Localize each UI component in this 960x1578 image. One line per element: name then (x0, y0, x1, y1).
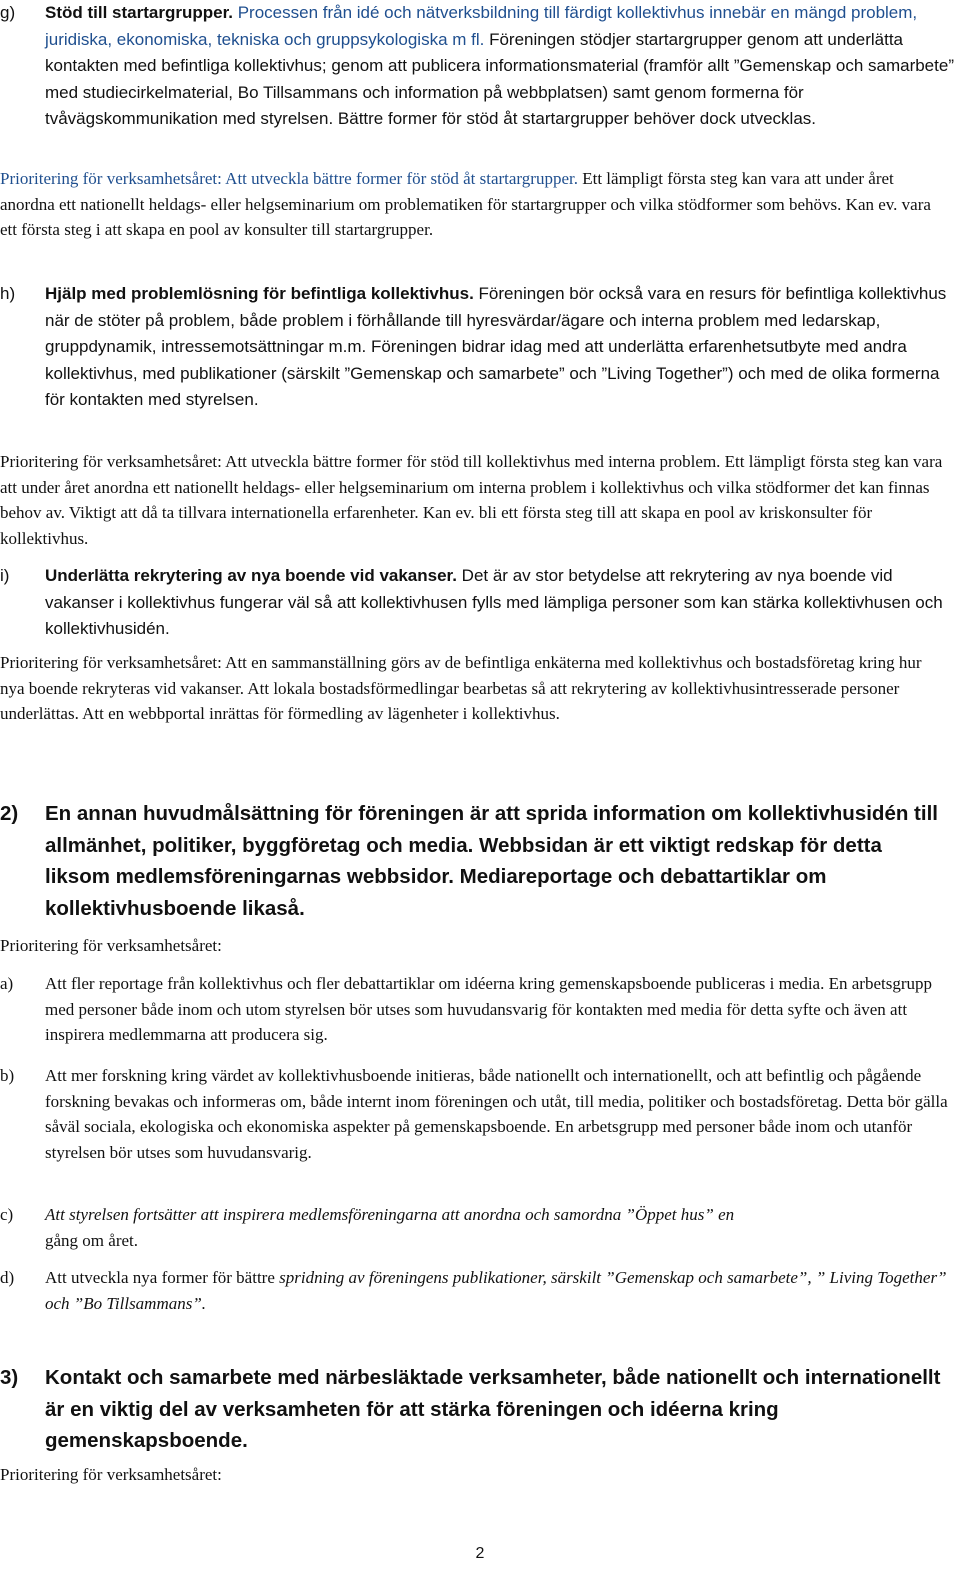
item-body (45, 281, 956, 414)
priority-label-3: Prioritering för verksamhetsåret: (0, 1465, 222, 1484)
goal-2-item-b (0, 1063, 952, 1165)
priority-paragraph-g (0, 166, 948, 243)
item-title: Hjälp med problemlösning för befintliga kollektivhus. (45, 284, 474, 303)
item-body (45, 1202, 952, 1253)
item-text: Att mer forskning kring värdet av kollektivhusboende initieras, både nationellt och internationellt, och att befintlig och pågående forskning bevakas och informeras om, både internt inom föreningen och utåt, till media, politiker och bostadsföretag. Detta bör gälla såväl sociala, ekologiska och ekonomiska aspekter på gemenskapsboende. En arbetsgrupp med personer både inom och utanför styrelsen bör utses som huvudansvarig. (45, 1066, 948, 1162)
item-marker: b) (0, 1066, 15, 1085)
list-item-i (0, 563, 956, 643)
goal-marker: 3) (0, 1366, 19, 1389)
item-text-highlight: Processen från idé och nätverksbildning till färdigt kollektivhus innebär en mängd problem, juridiska, ekonomiska, tekniska och gruppsykologiska m fl. (45, 3, 918, 49)
priority-highlight: Prioritering för verksamhetsåret: Att utveckla bättre former för stöd åt startargrupper. (0, 169, 578, 188)
item-marker: d) (0, 1268, 15, 1287)
item-marker: a) (0, 974, 14, 993)
goal-2-item-a (0, 971, 952, 1048)
goal-text: Kontakt och samarbete med närbesläktade verksamheter, både nationellt och internationellt är en viktig del av verksamheten för att stärka föreningen och idéerna kring gemenskapsboende. (45, 1366, 941, 1452)
priority-text: Ett lämpligt första steg kan vara att under året anordna ett nationellt heldags- eller helgseminarium om problematiken för startargrupper och vilka stödformer som behövs. Kan ev. vara ett första steg i att skapa en pool av konsulter till startargrupper. (0, 169, 931, 239)
priority-label-2: Prioritering för verksamhetsåret: (0, 936, 222, 955)
item-text-italic: Att styrelsen fortsätter att inspirera medlemsföreningarna att anordna och samordna ”Öppet hus” en (45, 1205, 735, 1224)
item-text: Att fler reportage från kollektivhus och fler debattartiklar om idéerna kring gemenskapsboende publiceras i media. En arbetsgrupp med personer både inom och utom styrelsen bör utses som huvudansvarig för kontakten med media för detta syfte och även att inspirera medlemmarna att producera sig. (45, 974, 932, 1044)
item-title: Underlätta rekrytering av nya boende vid vakanser. (45, 566, 457, 585)
goal-marker: 2) (0, 802, 19, 825)
goal-2-item-c (0, 1202, 952, 1253)
item-marker: c) (0, 1205, 14, 1224)
item-text: Det är av stor betydelse att rekrytering av nya boende vid vakanser i kollektivhus fungerar väl så att kollektivhusen fylls med lämpliga personer som kan stärka kollektivhusen och kollektivhusidén. (45, 566, 943, 638)
list-item-g (0, 0, 956, 133)
item-text: Att utveckla nya former för bättre (45, 1268, 280, 1287)
priority-text: Prioritering för verksamhetsåret: Att en sammanställning görs av de befintliga enkäterna med kollektivhus och bostadsföretag kring hur nya boende rekryteras vid vakanser. Att lokala bostadsförmedlingar bearbetas så att rekrytering av kollektivhusintresserade personer underlättas. Att en webbportal inrättas för förmedling av lägenheter i kollektivhus. (0, 653, 922, 723)
item-body (45, 563, 956, 643)
list-item-h (0, 281, 956, 414)
item-marker: i) (0, 566, 10, 585)
item-text-italic: spridning av föreningens publikationer, särskilt ”Gemenskap och samarbete”, ” Living Together” och ”Bo Tillsammans”. (45, 1268, 947, 1313)
item-text: Föreningen bör också vara en resurs för befintliga kollektivhus när de stöter på problem, både problem i förhållande till hyresvärdar/ägare och interna problem med ledarskap, gruppdynamik, intressemotsättningar m.m. Föreningen bidrar idag med att underlätta erfarenhetsutbyte med andra kollektivhus, med publikationer (särskilt ”Gemenskap och samarbete” och ”Living Together”) och med de olika formerna för kontakten med styrelsen. (45, 284, 947, 409)
item-body (45, 0, 956, 133)
priority-paragraph-i (0, 650, 948, 727)
item-text: Föreningen stödjer startargrupper genom att underlätta kontakten med befintliga kollektivhus; genom att publicera informationsmaterial (framför allt ”Gemenskap och samarbete” med studiecirkelmaterial, Bo Tillsammans och information på webbplatsen) samt genom formerna för tvåvägskommunikation med styrelsen. Bättre former för stöd åt startargrupper behöver dock utvecklas. (45, 29, 954, 128)
main-goal-2 (0, 798, 950, 924)
priority-text: Prioritering för verksamhetsåret: Att utveckla bättre former för stöd till kollektivhus med interna problem. Ett lämpligt första steg kan vara att under året anordna ett nationellt heldags- eller helgseminarium om interna problem i kollektivhus och vilka stödformer det kan finnas behov av. Viktigt att då ta tillvara internationella erfarenheter. Kan ev. bli ett första steg till att skapa en pool av kriskonsulter för kollektivhus. (0, 452, 943, 548)
page-number: 2 (475, 1545, 485, 1562)
item-body (45, 1265, 952, 1316)
item-text: gång om året. (45, 1230, 138, 1250)
item-title: Stöd till startargrupper. (45, 3, 233, 22)
main-goal-3 (0, 1362, 950, 1457)
goal-2-item-d (0, 1265, 952, 1316)
item-marker: g) (0, 3, 16, 22)
item-marker: h) (0, 284, 16, 303)
priority-paragraph-h (0, 449, 948, 551)
goal-text: En annan huvudmålsättning för föreningen är att sprida information om kollektivhusidén till allmänhet, politiker, byggföretag och media. Webbsidan är ett viktigt redskap för detta liksom medlemsföreningarnas webbsidor. Mediareportage och debattartiklar om kollektivhusboende likaså. (45, 802, 938, 920)
